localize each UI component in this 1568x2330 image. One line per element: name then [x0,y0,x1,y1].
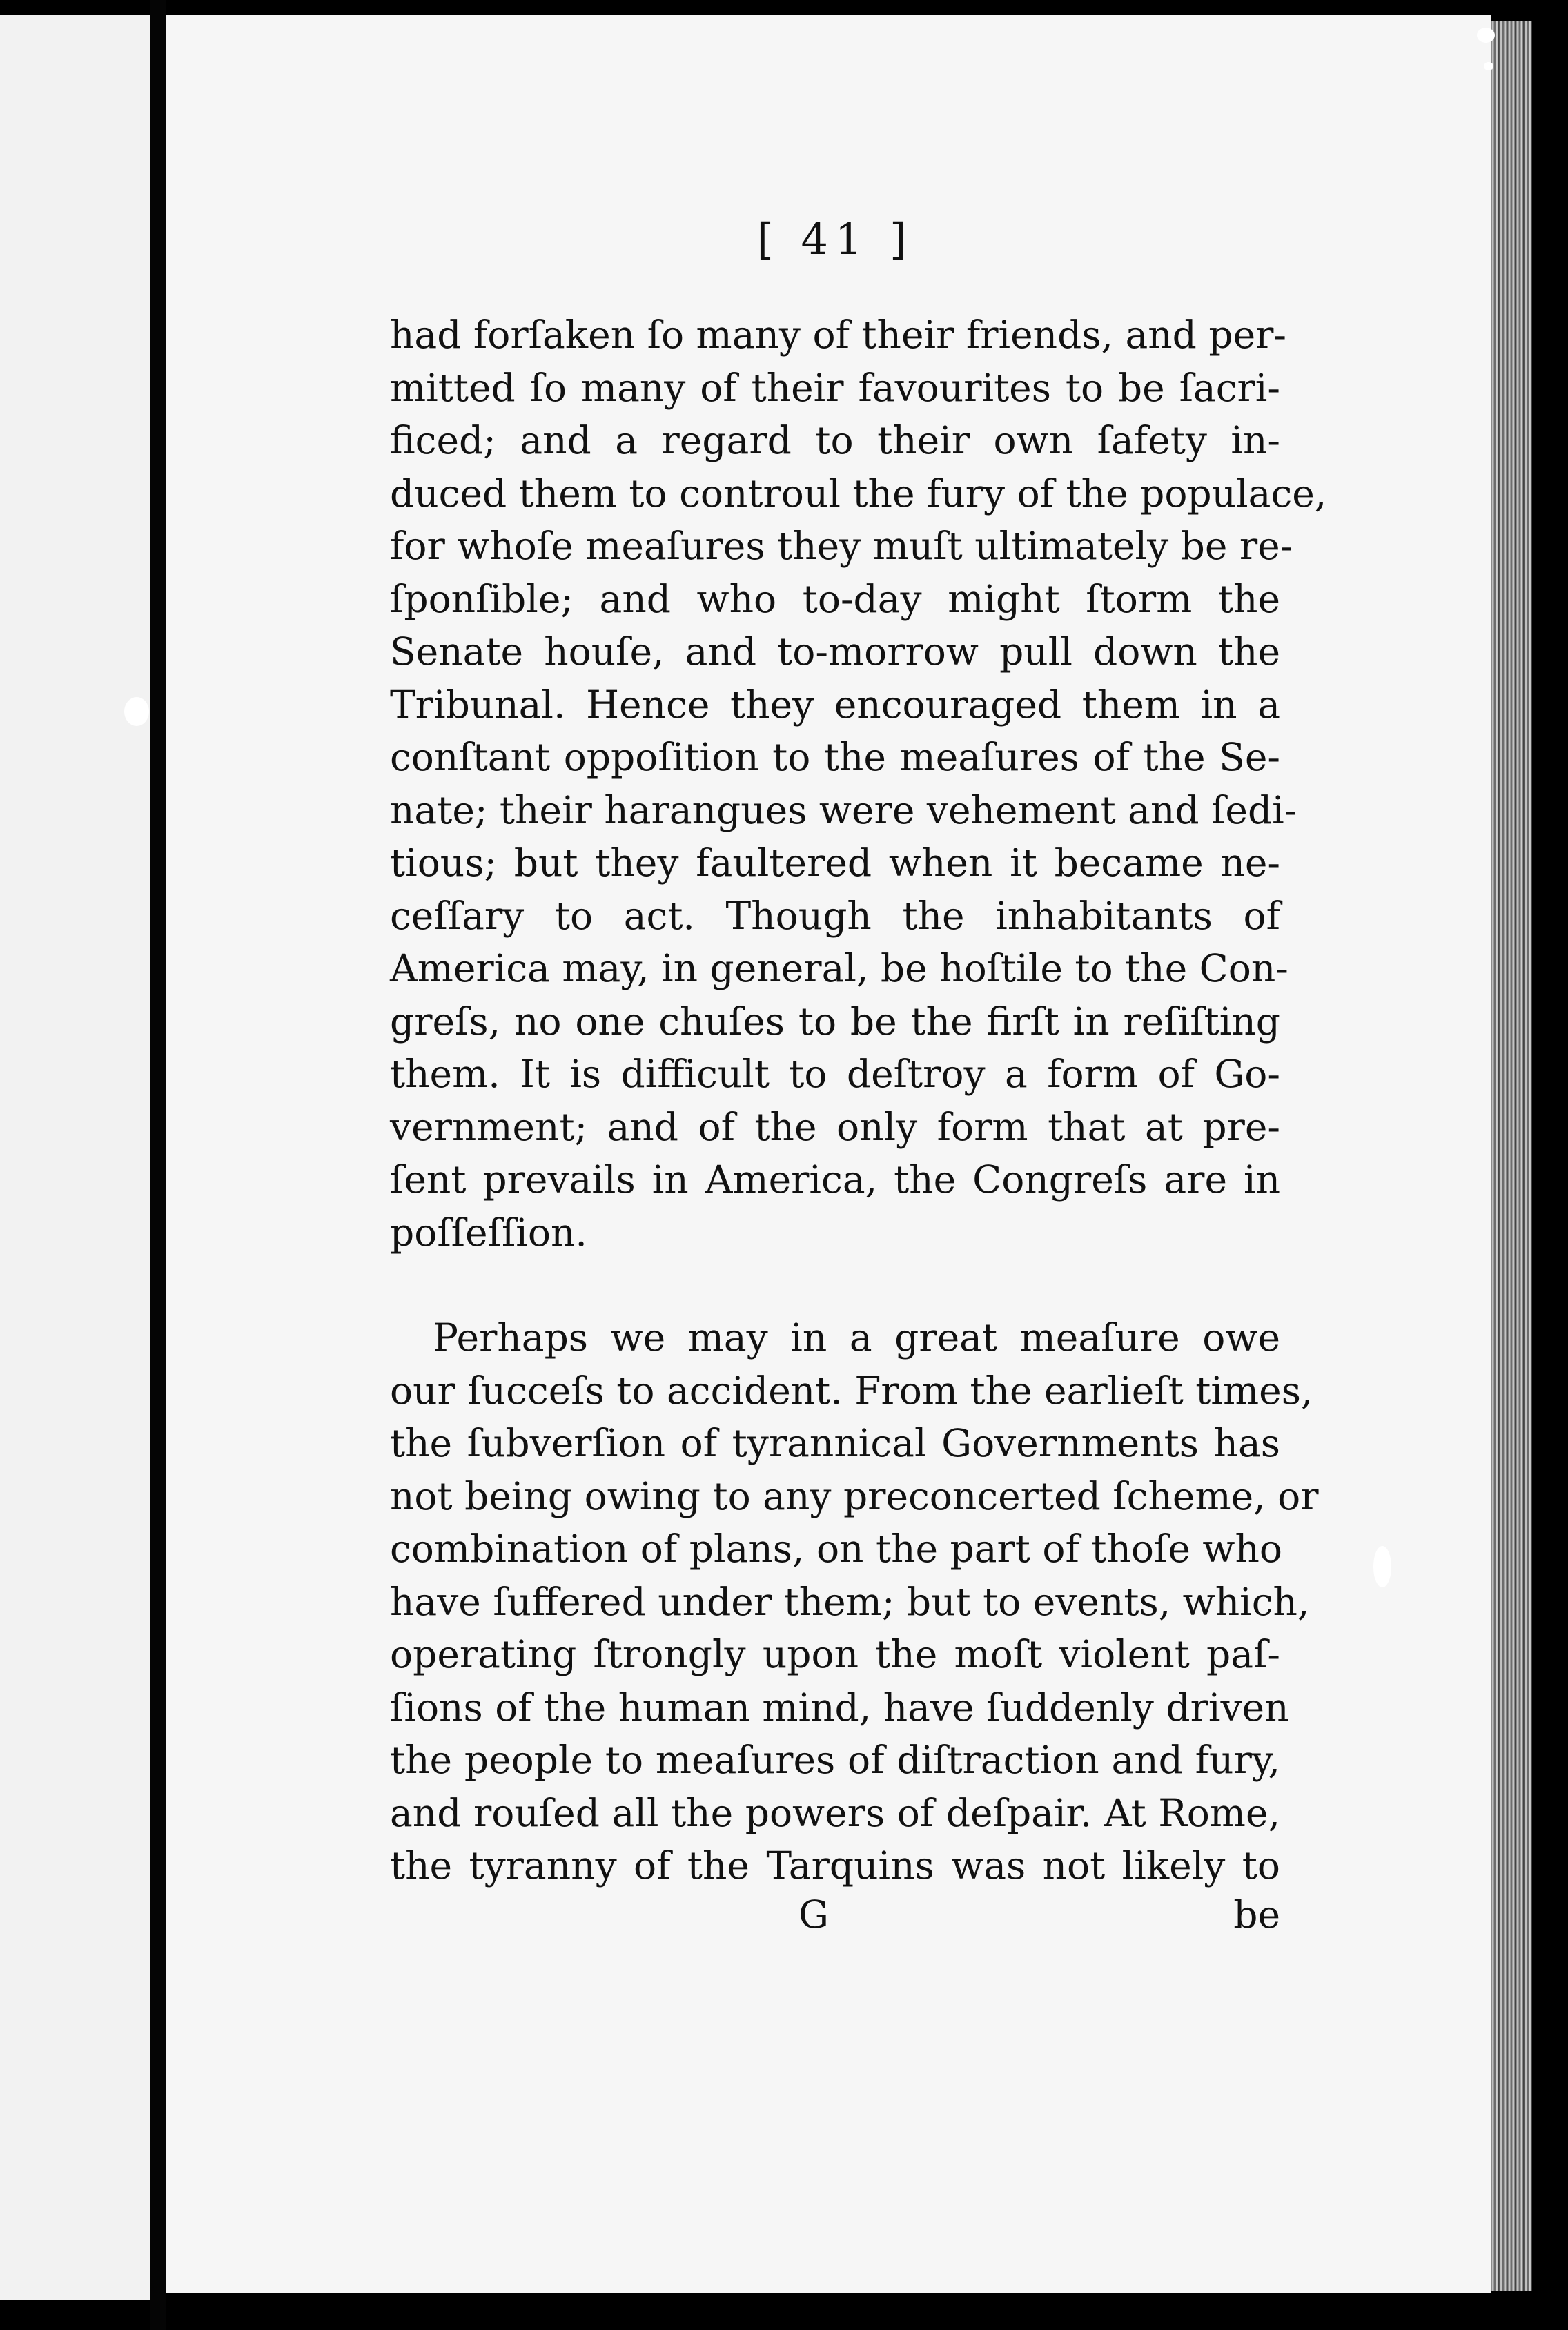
text-line: tious; but they faultered when it became ne- [390,841,1280,885]
text-line: have ſuffered under them; but to events, which, [390,1579,1310,1624]
text-line: America may, in general, be hoſtile to the Con- [390,946,1288,990]
paragraph-1 [390,309,1327,1259]
left-page-margin [0,15,150,2300]
page-edges [1491,21,1532,2291]
signature-mark: G [798,1892,829,1937]
page-number-header: [ 41 ] [756,214,914,264]
text-line: not being owing to any preconcerted ſcheme, or [390,1474,1319,1518]
text-line: mitted ſo many of their favourites to be ſacri- [390,365,1280,410]
catchword: be [1233,1892,1280,1937]
text-line: Tribunal. Hence they encouraged them in a [390,682,1280,727]
book-gutter [150,0,166,2330]
text-line: ceſſary to act. Though the inhabitants of [390,893,1280,938]
page-text-block [390,214,1327,1945]
scan-border [1532,21,1568,2330]
text-line: conſtant oppoſition to the meaſures of the Se- [390,735,1280,779]
text-line: poſſeſſion. [390,1210,587,1255]
text-line: the people to meaſures of diſtraction and fury, [390,1738,1280,1782]
text-line: nate; their harangues were vehement and ſedi- [390,787,1297,832]
text-line: ſent prevails in America, the Congreſs are in [390,1157,1280,1202]
text-line: duced them to controul the fury of the populace, [390,471,1327,516]
paragraph-2 [390,1311,1319,1892]
text-line: greſs, no one chuſes to be the firſt in reſiſting [390,999,1280,1044]
text-line: Senate houſe, and to-morrow pull down the [390,629,1280,674]
text-line: operating ſtrongly upon the moſt violent paſ- [390,1632,1280,1676]
text-line: ſponſible; and who to-day might ſtorm the [390,576,1280,621]
text-line: and rouſed all the powers of deſpair. At Rome, [390,1790,1280,1835]
paper-speck [1373,1546,1391,1587]
paper-speck [124,697,149,726]
paper-speck [1477,28,1495,43]
text-line: vernment; and of the only form that at pre- [390,1104,1280,1149]
text-line: our ſucceſs to accident. From the earlieſt times, [390,1368,1313,1413]
text-line: for whoſe meaſures they muſt ultimately be re- [390,524,1293,568]
text-line: the tyranny of the Tarquins was not likely to [390,1843,1280,1888]
text-line: them. It is difficult to deſtroy a form of Go- [390,1052,1280,1096]
page-footer [390,1892,1280,1945]
text-line: had forſaken ſo many of their friends, and per- [390,313,1286,357]
text-line: Perhaps we may in a great meaſure owe [433,1315,1280,1360]
text-line: ſions of the human mind, have ſuddenly driven [390,1685,1289,1730]
text-line: combination of plans, on the part of thoſe who [390,1527,1282,1571]
paper-speck [1484,62,1493,70]
text-line: ficed; and a regard to their own ſafety in- [390,418,1280,462]
text-line: the ſubverſion of tyrannical Governments has [390,1421,1280,1465]
